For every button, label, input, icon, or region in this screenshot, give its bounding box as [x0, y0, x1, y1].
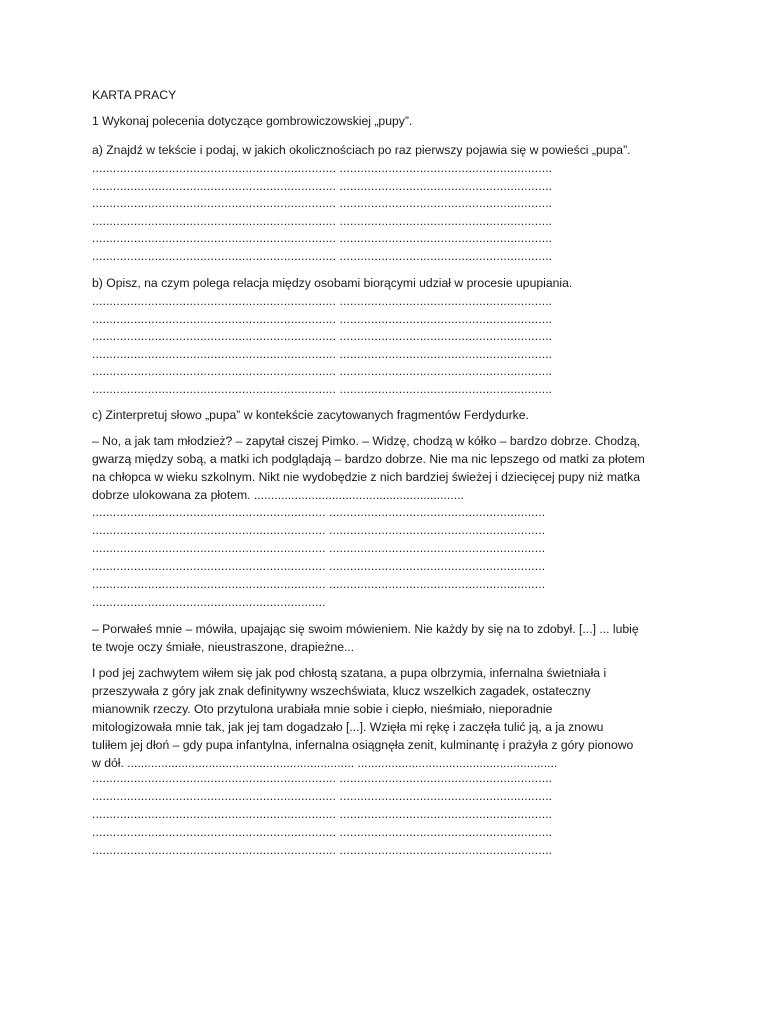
task-b-answer-line: ...................................................................... .............................................................: [92, 347, 553, 361]
task-a-answer-line: ...................................................................... .............................................................: [92, 196, 553, 210]
task-b-answer-line: ...................................................................... .............................................................: [92, 329, 553, 343]
task-c-answer-line: ...................................................................... .............................................................: [92, 843, 553, 857]
task-c-answer-line: ................................................................... ..............................................................: [92, 523, 546, 537]
task-a-answer-line: ...................................................................... .............................................................: [92, 179, 553, 193]
task-b-answer-line: ...................................................................... .............................................................: [92, 312, 553, 326]
task-a-answer-line: ...................................................................... .............................................................: [92, 214, 553, 228]
task-a-answer-line: ...................................................................... .............................................................: [92, 249, 553, 263]
task-c-answer-line: ................................................................... ..............................................................: [92, 559, 546, 573]
task-c-answer-line: ...................................................................... .............................................................: [92, 807, 553, 821]
task-c-answer-line: ................................................................... ..............................................................: [92, 505, 546, 519]
task-c-answer-line: ................................................................... ..............................................................: [92, 541, 546, 555]
task-a-answer-line: ...................................................................... .............................................................: [92, 161, 553, 175]
task-a-prompt: a) Znajdź w tekście i podaj, w jakich okolicznościach po raz pierwszy pojawia się w powieści „pupa”.: [92, 143, 631, 157]
task-c-answer-line: ...................................................................... .............................................................: [92, 825, 553, 839]
task-b-answer-line: ...................................................................... .............................................................: [92, 294, 553, 308]
worksheet-header: KARTA PRACY: [92, 88, 177, 102]
task-c-prompt: c) Zinterpretuj słowo „pupa” w kontekście zacytowanych fragmentów Ferdydurke.: [92, 408, 529, 422]
quote-pupa-olbrzymia: I pod jej zachwytem wiłem się jak pod chłostą szatana, a pupa olbrzymia, infernalna świetniała i przeszywała z góry jak znak definitywny wszechświata, klucz wszelkich zagadek, ostateczny mianownik rzeczy. Oto przytulona urabiała mnie sobie i ciepło, nieśmiało, nieporadnie mitologizowała mnie tak, jak jej tam dogadzało [...]. Wzięła mi rękę i zaczęła tulić ją, a ja znowu tuliłem jej dłoń – gdy pupa infantylna, infernalna osiągnęła zenit, kulminantę i prażyła z góry pionowo w dół. ................................................................... ...........................................................: [92, 666, 634, 770]
task-a-answer-line: ...................................................................... .............................................................: [92, 231, 553, 245]
task-c-answer-line: ................................................................... ..............................................................: [92, 577, 546, 591]
task-c-answer-line: ...................................................................... .............................................................: [92, 789, 553, 803]
quote-pimko: – No, a jak tam młodzież? – zapytał ciszej Pimko. – Widzę, chodzą w kółko – bardzo dobrze. Chodzą, gwarzą między sobą, a matki ich podglądają – bardzo dobrze. Nie ma nic lepszego od matki za płotem na chłopca w wieku szkolnym. Nikt nie wydobędzie z nich bardziej świeżej i dziecięcej pupy niż matka dobrze ulokowana za płotem. ..............................................................: [92, 434, 645, 502]
task-b-answer-line: ...................................................................... .............................................................: [92, 382, 553, 396]
task-c-answer-line: ...................................................................: [92, 595, 326, 609]
task-title: 1 Wykonaj polecenia dotyczące gombrowiczowskiej „pupy”.: [92, 114, 413, 128]
task-b-prompt: b) Opisz, na czym polega relacja między osobami biorącymi udział w procesie upupiania.: [92, 276, 573, 290]
task-b-answer-line: ...................................................................... .............................................................: [92, 364, 553, 378]
task-c-answer-line: ...................................................................... .............................................................: [92, 771, 553, 785]
quote-porwales: – Porwałeś mnie – mówiła, upajając się swoim mówieniem. Nie każdy by się na to zdobył. [...] ... lubię te twoje oczy śmiałe, nieustraszone, drapieżne...: [92, 622, 639, 654]
